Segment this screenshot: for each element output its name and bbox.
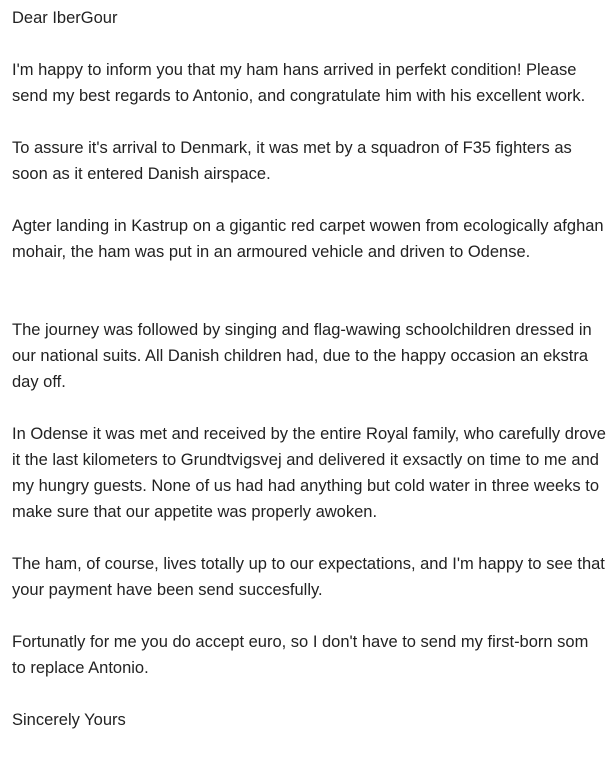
- letter-paragraph-expectations: The ham, of course, lives totally up to our expectations, and I'm happy to see that your payment have been send succesfully.: [12, 555, 605, 599]
- letter-paragraph-journey: The journey was followed by singing and flag-wawing schoolchildren dressed in our national suits. All Danish children had, due to the happy occasion an ekstra day off.: [12, 321, 592, 391]
- letter-paragraph-arrival: I'm happy to inform you that my ham hans arrived in perfekt condition! Please send my best regards to Antonio, and congratulate him with his excellent work.: [12, 61, 586, 105]
- letter-paragraph-landing: Agter landing in Kastrup on a gigantic red carpet wowen from ecologically afghan mohair, the ham was put in an armoured vehicle and driven to Odense.: [12, 217, 604, 261]
- letter-body: [12, 5, 606, 733]
- letter-paragraph-royal-family: In Odense it was met and received by the entire Royal family, who carefully drove it the last kilometers to Grundtvigsvej and delivered it exsactly on time to me and my hungry guests. None of us had had anything but cold water in three weeks to make sure that our appetite was properly awoken.: [12, 425, 606, 521]
- letter-paragraph-euro: Fortunatly for me you do accept euro, so I don't have to send my first-born som to replace Antonio.: [12, 633, 589, 677]
- letter-paragraph-fighters: To assure it's arrival to Denmark, it was met by a squadron of F35 fighters as soon as it entered Danish airspace.: [12, 139, 572, 183]
- letter-greeting: Dear IberGour: [12, 9, 118, 27]
- letter-closing: Sincerely Yours: [12, 711, 126, 729]
